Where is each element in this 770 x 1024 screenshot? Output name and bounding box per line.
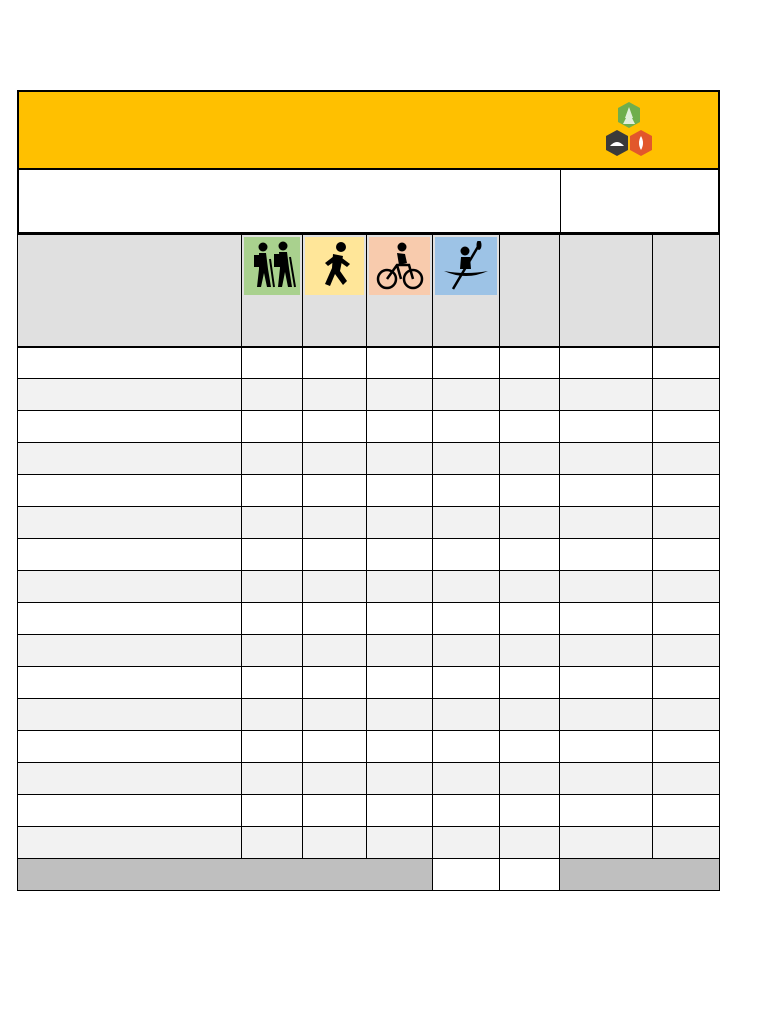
table-row <box>18 507 720 539</box>
hike-cell[interactable] <box>241 507 302 539</box>
initials-cell[interactable] <box>653 827 720 859</box>
run-cell[interactable] <box>302 763 367 795</box>
hike-cell[interactable] <box>241 347 302 379</box>
date-cell[interactable] <box>560 379 653 411</box>
initials-cell[interactable] <box>653 699 720 731</box>
bike-cell[interactable] <box>367 635 433 667</box>
date-cell[interactable] <box>560 635 653 667</box>
hike-cell[interactable] <box>241 443 302 475</box>
hike-cell[interactable] <box>241 603 302 635</box>
distance-cell[interactable] <box>500 475 560 507</box>
date-cell[interactable] <box>560 347 653 379</box>
date-cell[interactable] <box>560 539 653 571</box>
bike-cell[interactable] <box>367 795 433 827</box>
column-header-row <box>18 235 720 347</box>
trail-route-cell[interactable] <box>18 379 242 411</box>
trail-route-header <box>18 235 242 347</box>
distance-cell[interactable] <box>500 571 560 603</box>
info-divider <box>560 170 561 232</box>
bike-cell[interactable] <box>367 379 433 411</box>
paddle-cell[interactable] <box>433 827 500 859</box>
table-row <box>18 347 720 379</box>
trail-route-cell[interactable] <box>18 667 242 699</box>
trail-route-cell[interactable] <box>18 411 242 443</box>
hikers-icon <box>247 241 297 293</box>
paddle-cell[interactable] <box>433 635 500 667</box>
initials-cell[interactable] <box>653 603 720 635</box>
date-header <box>560 235 653 347</box>
initials-cell[interactable] <box>653 539 720 571</box>
hike-cell[interactable] <box>241 731 302 763</box>
run-header <box>302 235 367 347</box>
distance-cell[interactable] <box>500 411 560 443</box>
distance-cell[interactable] <box>500 347 560 379</box>
run-cell[interactable] <box>302 379 367 411</box>
initials-cell[interactable] <box>653 731 720 763</box>
bike-cell[interactable] <box>367 667 433 699</box>
hike-cell[interactable] <box>241 475 302 507</box>
trail-route-cell[interactable] <box>18 603 242 635</box>
table-row <box>18 571 720 603</box>
bike-cell[interactable] <box>367 603 433 635</box>
table-row <box>18 795 720 827</box>
distance-cell[interactable] <box>500 603 560 635</box>
bike-cell[interactable] <box>367 539 433 571</box>
run-cell[interactable] <box>302 635 367 667</box>
run-cell[interactable] <box>302 411 367 443</box>
trail-route-cell[interactable] <box>18 635 242 667</box>
run-cell[interactable] <box>302 731 367 763</box>
trail-route-cell[interactable] <box>18 795 242 827</box>
bike-cell[interactable] <box>367 411 433 443</box>
date-cell[interactable] <box>560 827 653 859</box>
paddle-cell[interactable] <box>433 667 500 699</box>
distance-cell[interactable] <box>500 379 560 411</box>
distance-cell[interactable] <box>500 443 560 475</box>
hike-cell[interactable] <box>241 795 302 827</box>
initials-cell[interactable] <box>653 507 720 539</box>
total-distance-cell[interactable] <box>500 859 560 891</box>
trail-route-cell[interactable] <box>18 347 242 379</box>
run-cell[interactable] <box>302 667 367 699</box>
table-row <box>18 443 720 475</box>
table-row <box>18 699 720 731</box>
bike-cell[interactable] <box>367 507 433 539</box>
activity-log-table <box>17 234 720 891</box>
paddle-header <box>433 235 500 347</box>
hike-cell[interactable] <box>241 667 302 699</box>
paddle-cell[interactable] <box>433 539 500 571</box>
distance-cell[interactable] <box>500 539 560 571</box>
paddle-cell[interactable] <box>433 347 500 379</box>
bike-cell[interactable] <box>367 571 433 603</box>
total-label <box>433 859 500 891</box>
initials-header <box>653 235 720 347</box>
paddle-cell[interactable] <box>433 475 500 507</box>
run-cell[interactable] <box>302 603 367 635</box>
runner-icon <box>313 241 357 293</box>
hike-cell[interactable] <box>241 827 302 859</box>
initials-cell[interactable] <box>653 475 720 507</box>
initials-cell[interactable] <box>653 763 720 795</box>
hike-cell[interactable] <box>241 379 302 411</box>
date-cell[interactable] <box>560 763 653 795</box>
run-cell[interactable] <box>302 699 367 731</box>
paddle-cell[interactable] <box>433 763 500 795</box>
trail-route-cell[interactable] <box>18 539 242 571</box>
paddle-cell[interactable] <box>433 507 500 539</box>
initials-cell[interactable] <box>653 667 720 699</box>
initials-cell[interactable] <box>653 795 720 827</box>
distance-cell[interactable] <box>500 731 560 763</box>
table-row <box>18 827 720 859</box>
total-spacer <box>18 859 433 891</box>
date-cell[interactable] <box>560 667 653 699</box>
run-cell[interactable] <box>302 507 367 539</box>
paddle-cell[interactable] <box>433 411 500 443</box>
trail-route-cell[interactable] <box>18 699 242 731</box>
trail-route-cell[interactable] <box>18 443 242 475</box>
paddle-cell[interactable] <box>433 699 500 731</box>
paddle-cell[interactable] <box>433 379 500 411</box>
date-cell[interactable] <box>560 475 653 507</box>
initials-cell[interactable] <box>653 571 720 603</box>
date-cell[interactable] <box>560 699 653 731</box>
bike-cell[interactable] <box>367 731 433 763</box>
paddle-cell[interactable] <box>433 571 500 603</box>
run-icon-box <box>305 237 365 295</box>
bike-cell[interactable] <box>367 827 433 859</box>
date-cell[interactable] <box>560 795 653 827</box>
date-cell[interactable] <box>560 571 653 603</box>
trail-route-cell[interactable] <box>18 475 242 507</box>
table-row <box>18 379 720 411</box>
participant-info <box>17 170 720 234</box>
initials-cell[interactable] <box>653 347 720 379</box>
trail-route-cell[interactable] <box>18 731 242 763</box>
paddle-cell[interactable] <box>433 731 500 763</box>
tennessee-state-parks-logo <box>605 100 653 166</box>
hike-cell[interactable] <box>241 571 302 603</box>
trail-route-cell[interactable] <box>18 827 242 859</box>
total-trailing-spacer <box>560 859 720 891</box>
date-cell[interactable] <box>560 411 653 443</box>
bike-cell[interactable] <box>367 763 433 795</box>
trail-route-cell[interactable] <box>18 507 242 539</box>
table-row <box>18 667 720 699</box>
distance-cell[interactable] <box>500 699 560 731</box>
trail-route-cell[interactable] <box>18 571 242 603</box>
table-row <box>18 635 720 667</box>
run-cell[interactable] <box>302 539 367 571</box>
initials-cell[interactable] <box>653 379 720 411</box>
date-cell[interactable] <box>560 443 653 475</box>
paddle-cell[interactable] <box>433 443 500 475</box>
sheet-header <box>17 90 720 170</box>
table-row <box>18 603 720 635</box>
run-cell[interactable] <box>302 571 367 603</box>
bike-cell[interactable] <box>367 699 433 731</box>
hike-cell[interactable] <box>241 635 302 667</box>
initials-cell[interactable] <box>653 411 720 443</box>
trail-route-cell[interactable] <box>18 763 242 795</box>
initials-cell[interactable] <box>653 635 720 667</box>
run-cell[interactable] <box>302 347 367 379</box>
table-row <box>18 763 720 795</box>
hike-cell[interactable] <box>241 411 302 443</box>
bike-header <box>367 235 433 347</box>
run-cell[interactable] <box>302 475 367 507</box>
date-cell[interactable] <box>560 603 653 635</box>
hike-cell[interactable] <box>241 699 302 731</box>
distance-cell[interactable] <box>500 795 560 827</box>
bike-cell[interactable] <box>367 475 433 507</box>
run-cell[interactable] <box>302 443 367 475</box>
bike-cell[interactable] <box>367 347 433 379</box>
paddle-icon-box <box>435 237 497 295</box>
hike-header <box>241 235 302 347</box>
paddle-cell[interactable] <box>433 795 500 827</box>
distance-cell[interactable] <box>500 827 560 859</box>
total-row <box>18 859 720 891</box>
date-cell[interactable] <box>560 731 653 763</box>
distance-cell[interactable] <box>500 763 560 795</box>
hike-cell[interactable] <box>241 763 302 795</box>
activity-log-sheet <box>17 90 720 903</box>
table-row <box>18 539 720 571</box>
table-row <box>18 475 720 507</box>
paddle-cell[interactable] <box>433 603 500 635</box>
log-rows <box>18 347 720 859</box>
distance-cell[interactable] <box>500 507 560 539</box>
run-cell[interactable] <box>302 795 367 827</box>
distance-cell[interactable] <box>500 635 560 667</box>
bike-icon-box <box>369 237 430 295</box>
cyclist-icon <box>375 241 425 293</box>
bike-cell[interactable] <box>367 443 433 475</box>
initials-cell[interactable] <box>653 443 720 475</box>
distance-header <box>500 235 560 347</box>
distance-cell[interactable] <box>500 667 560 699</box>
hike-cell[interactable] <box>241 539 302 571</box>
hike-icon-box <box>244 237 300 295</box>
table-row <box>18 411 720 443</box>
table-row <box>18 731 720 763</box>
run-cell[interactable] <box>302 827 367 859</box>
date-cell[interactable] <box>560 507 653 539</box>
kayaker-icon <box>441 241 491 293</box>
